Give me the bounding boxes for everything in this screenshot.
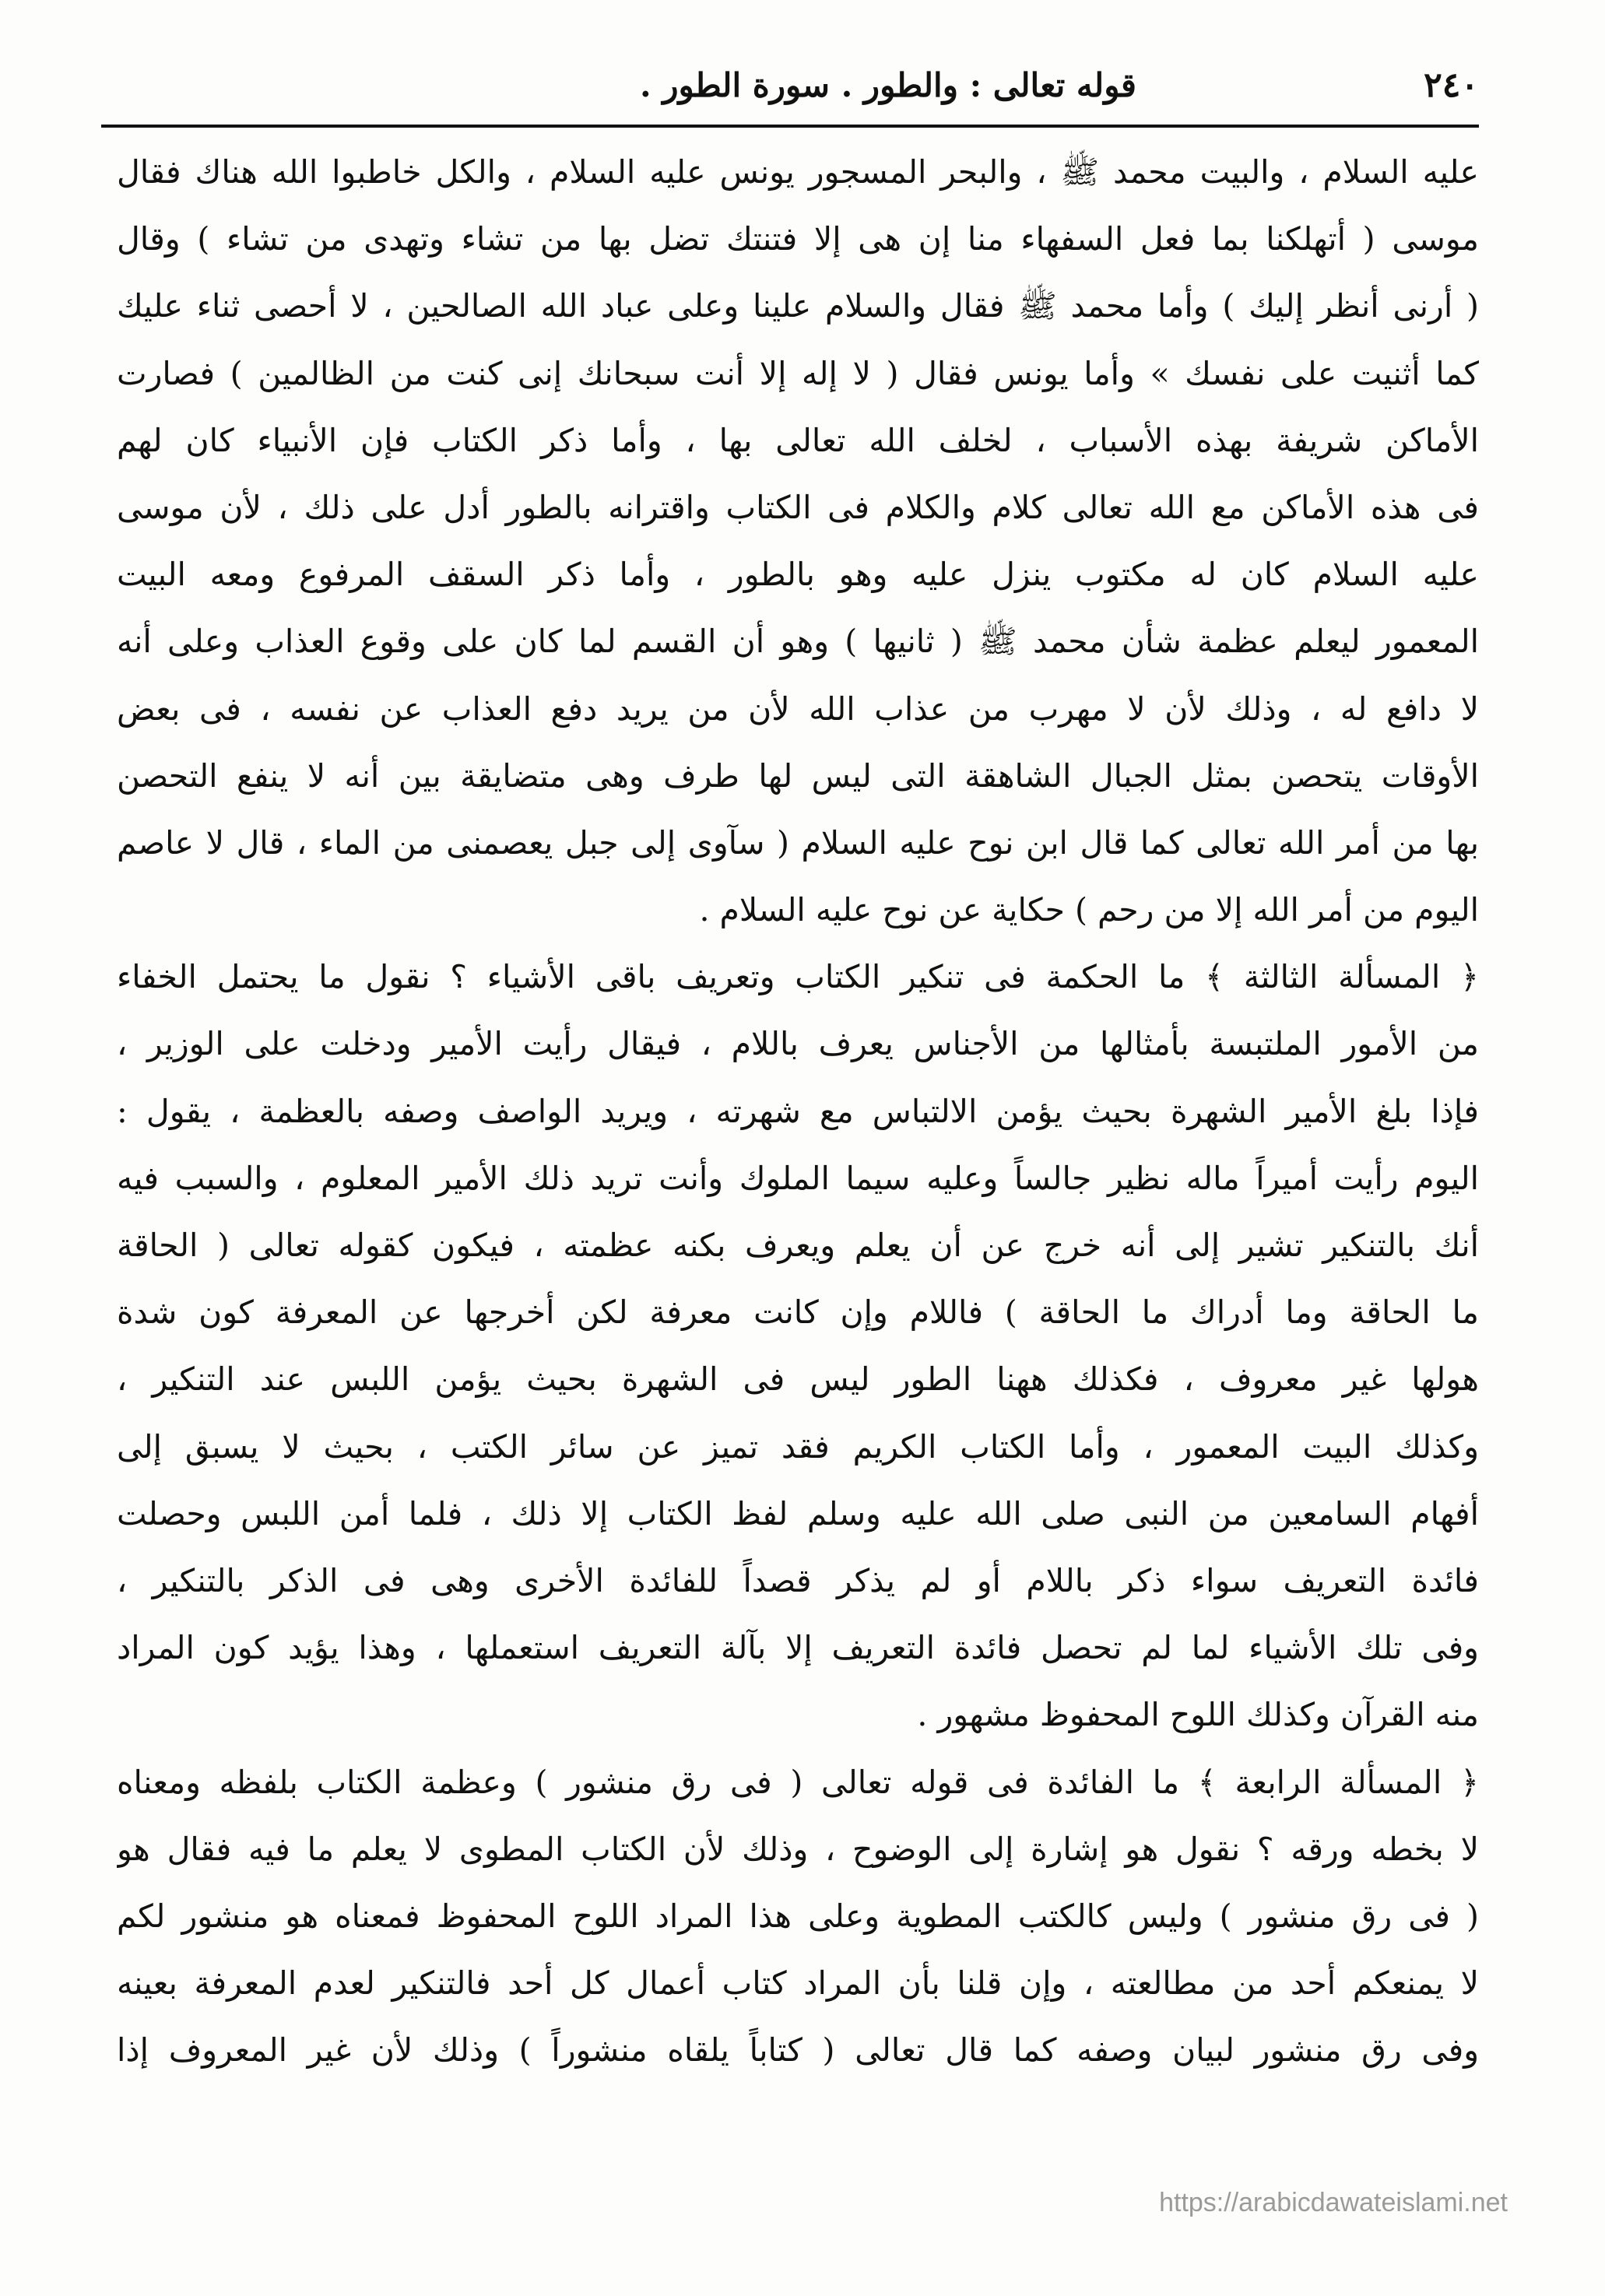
text-line: فائدة التعريف سواء ذكر باللام أو لم يذكر قصداً للفائدة الأخرى وهى فى الذكر بالتنكير ، bbox=[117, 1561, 1479, 1599]
page-header bbox=[101, 54, 1479, 125]
text-line: لا يمنعكم أحد من مطالعته ، وإن قلنا بأن المراد كتاب أعمال كل أحد فالتنكير لعدم المعرفة بعينه bbox=[117, 1964, 1479, 2003]
page-number: ٢٤٠ bbox=[1424, 65, 1479, 105]
text-line: كما أثنيت على نفسك » وأما يونس فقال ( لا إله إلا أنت سبحانك إنى كنت من الظالمين ) فصارت bbox=[117, 354, 1479, 392]
section-heading-line: ﴿ المسألة الثالثة ﴾ ما الحكمة فى تنكير الكتاب وتعريف باقى الأشياء ؟ نقول ما يحتمل الخفاء bbox=[117, 958, 1479, 996]
text-line: لا بخطه ورقه ؟ نقول هو إشارة إلى الوضوح ، وذلك لأن الكتاب المطوى لا يعلم ما فيه فقال هو bbox=[117, 1830, 1479, 1868]
body-text bbox=[117, 139, 1479, 2084]
paragraph-end-line: اليوم من أمر الله إلا من رحم ) حكاية عن نوح عليه السلام . bbox=[699, 891, 1479, 929]
text-line: عليه السلام ، والبيت محمد ﷺ ، والبحر المسجور يونس عليه السلام ، والكل خاطبوا الله هناك فقال bbox=[117, 153, 1479, 191]
text-line: ( فى رق منشور ) وليس كالكتب المطوية وعلى هذا المراد اللوح المحفوظ فمعناه هو منشور لكم bbox=[117, 1897, 1479, 1935]
text-line: ( أرنى أنظر إليك ) وأما محمد ﷺ فقال والسلام علينا وعلى عباد الله الصالحين ، لا أحصى ثناء عليك bbox=[117, 287, 1479, 325]
text-line: المعمور ليعلم عظمة شأن محمد ﷺ ( ثانيها ) وهو أن القسم لما كان على وقوع العذاب وعلى أنه bbox=[117, 623, 1479, 661]
text-line: موسى ( أتهلكنا بما فعل السفهاء منا إن هى إلا فتنتك تضل بها من تشاء وتهدى من تشاء ) وقال bbox=[117, 220, 1479, 258]
paragraph-end-line: منه القرآن وكذلك اللوح المحفوظ مشهور . bbox=[917, 1696, 1479, 1734]
text-line: وفى تلك الأشياء لما لم تحصل فائدة التعريف إلا بآلة التعريف استعملها ، وهذا يؤيد كون المراد bbox=[117, 1629, 1479, 1667]
text-line: وكذلك البيت المعمور ، وأما الكتاب الكريم فقد تميز عن سائر الكتب ، بحيث لا يسبق إلى bbox=[117, 1427, 1479, 1466]
text-line: الأماكن شريفة بهذه الأسباب ، لخلف الله تعالى بها ، وأما ذكر الكتاب فإن الأنبياء كان لهم bbox=[117, 421, 1479, 459]
text-line: الأوقات يتحصن بمثل الجبال الشاهقة التى ليس لها طرف وهى متضايقة بين أنه لا ينفع التحصن bbox=[117, 757, 1479, 795]
text-line: هولها غير معروف ، فكذلك ههنا الطور ليس فى الشهرة بحيث يؤمن اللبس عند التنكير ، bbox=[117, 1360, 1479, 1399]
watermark-url: https://arabicdawateislami.net bbox=[1159, 2188, 1508, 2217]
text-line: بها من أمر الله تعالى كما قال ابن نوح عليه السلام ( سآوى إلى جبل يعصمنى من الماء ، قال لا عاصم bbox=[117, 823, 1479, 862]
running-title: قوله تعالى : والطور . سورة الطور . bbox=[640, 66, 1136, 104]
section-heading-line: ﴿ المسألة الرابعة ﴾ ما الفائدة فى قوله تعالى ( فى رق منشور ) وعظمة الكتاب بلفظه ومعناه bbox=[117, 1763, 1479, 1801]
text-line: وفى رق منشور لبيان وصفه كما قال تعالى ( كتاباً يلقاه منشوراً ) وذلك لأن غير المعروف إذا bbox=[117, 2031, 1479, 2070]
text-line: ما الحاقة وما أدراك ما الحاقة ) فاللام وإن كانت معرفة لكن أخرجها عن المعرفة كون شدة bbox=[117, 1294, 1479, 1332]
text-line: عليه السلام كان له مكتوب ينزل عليه وهو بالطور ، وأما ذكر السقف المرفوع ومعه البيت bbox=[117, 556, 1479, 594]
text-line: فإذا بلغ الأمير الشهرة بحيث يؤمن الالتباس مع شهرته ، ويريد الواصف وصفه بالعظمة ، يقول : bbox=[117, 1092, 1479, 1130]
header-divider bbox=[101, 125, 1479, 128]
text-line: من الأمور الملتبسة بأمثالها من الأجناس يعرف باللام ، فيقال رأيت الأمير ودخلت على الوزير ، bbox=[117, 1025, 1479, 1063]
text-line: لا دافع له ، وذلك لأن لا مهرب من عذاب الله لأن من يريد دفع العذاب عن نفسه ، فى بعض bbox=[117, 690, 1479, 728]
text-line: أفهام السامعين من النبى صلى الله عليه وسلم لفظ الكتاب إلا ذلك ، فلما أمن اللبس وحصلت bbox=[117, 1494, 1479, 1532]
text-line: أنك بالتنكير تشير إلى أنه خرج عن أن يعلم ويعرف بكنه عظمته ، فيكون كقوله تعالى ( الحاقة bbox=[117, 1227, 1479, 1264]
text-line: اليوم رأيت أميراً ماله نظير جالساً وعليه سيما الملوك وأنت تريد ذلك الأمير المعلوم ، والسبب فيه bbox=[117, 1159, 1479, 1197]
text-line: فى هذه الأماكن مع الله تعالى كلام والكلام فى الكتاب واقترانه بالطور أدل على ذلك ، لأن موسى bbox=[117, 488, 1479, 526]
